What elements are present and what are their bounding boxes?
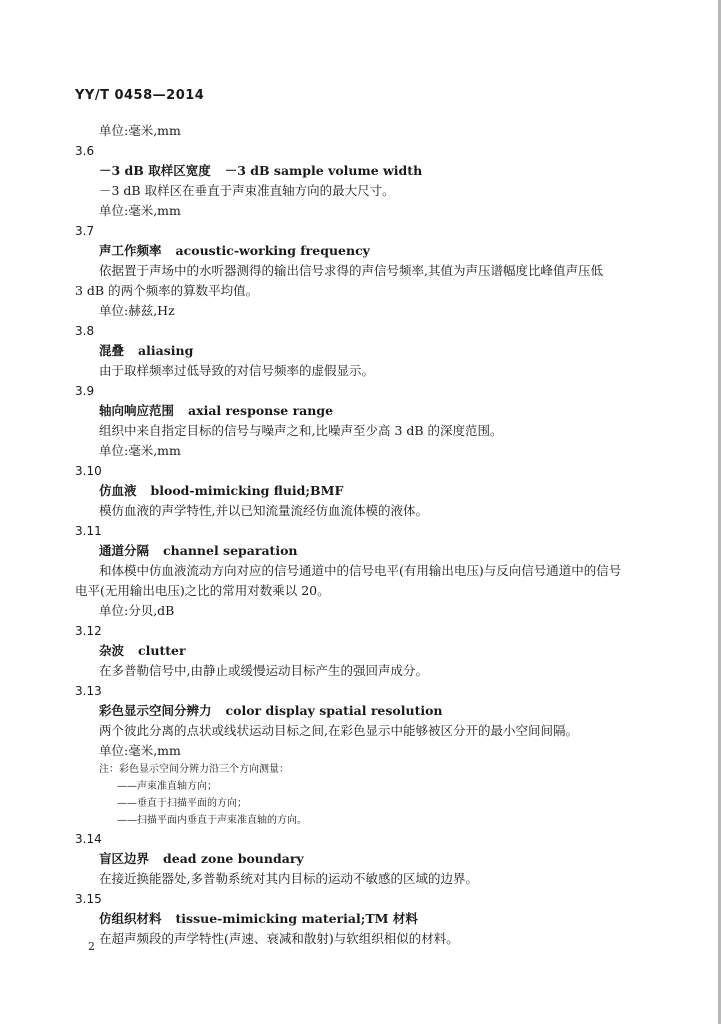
standard-code-header: YY/T 0458—2014 (75, 88, 205, 103)
term-heading (75, 849, 645, 869)
term-chinese: 彩色显示空间分辨力 (99, 703, 212, 718)
clause-number: 3.11 (75, 524, 102, 538)
term-heading (75, 241, 645, 261)
unit-text: 单位:毫米,mm (99, 203, 181, 218)
unit-text: 单位:分贝,dB (99, 603, 175, 618)
term-english: color display spatial resolution (225, 703, 443, 718)
term-english: －3 dB sample volume width (224, 163, 423, 178)
definition-continuation: 电平(无用输出电压)之比的常用对数乘以 20。 (75, 583, 330, 598)
term-chinese: 仿血液 (99, 483, 137, 498)
term-heading (75, 701, 645, 721)
clause-number: 3.13 (75, 684, 102, 698)
term-chinese: －3 dB 取样区宽度 (99, 163, 211, 178)
clause-number: 3.8 (75, 324, 95, 338)
term-english: aliasing (138, 343, 194, 358)
clause-number: 3.6 (75, 144, 95, 158)
note-list-item: ——扫描平面内垂直于声束准直轴的方向。 (117, 815, 307, 826)
clause-number: 3.14 (75, 832, 102, 846)
definition-text: 和体模中仿血液流动方向对应的信号通道中的信号电平(有用输出电压)与反向信号通道中的信号 (99, 563, 622, 578)
unit-text: 单位:毫米,mm (99, 123, 181, 138)
term-english: acoustic-working frequency (175, 243, 370, 258)
definition-text: 模仿血液的声学特性,并以已知流量流经仿血流体模的液体。 (99, 503, 428, 518)
term-heading (75, 341, 645, 361)
note-text: 注：彩色显示空间分辨力沿三个方向测量： (99, 764, 289, 775)
note-list-item: ——声束准直轴方向； (117, 781, 217, 792)
clause-number: 3.9 (75, 384, 95, 398)
term-chinese: 仿组织材料 (99, 911, 162, 926)
term-english: clutter (138, 643, 186, 658)
term-english: axial response range (188, 403, 334, 418)
term-chinese: 声工作频率 (99, 243, 162, 258)
term-english: channel separation (163, 543, 298, 558)
unit-text: 单位:毫米,mm (99, 743, 181, 758)
term-english: dead zone boundary (163, 851, 304, 866)
term-chinese: 混叠 (99, 343, 125, 358)
term-chinese: 通道分隔 (99, 543, 150, 558)
definition-text: 在多普勒信号中,由静止或缓慢运动目标产生的强回声成分。 (99, 663, 428, 678)
definition-text: 依据置于声场中的水听器测得的输出信号求得的声信号频率,其值为声压谱幅度比峰值声压低 (99, 263, 603, 278)
definition-text: 组织中来自指定目标的信号与噪声之和,比噪声至少高 3 dB 的深度范围。 (99, 423, 503, 438)
clause-number: 3.15 (75, 892, 102, 906)
term-heading (75, 161, 645, 181)
clause-number: 3.7 (75, 224, 95, 238)
term-chinese: 轴向响应范围 (99, 403, 175, 418)
term-heading (75, 401, 645, 421)
definition-text: 由于取样频率过低导致的对信号频率的虚假显示。 (99, 363, 375, 378)
term-heading (75, 541, 645, 561)
term-chinese: 盲区边界 (99, 851, 150, 866)
definition-text: 在超声频段的声学特性(声速、衰减和散射)与软组织相似的材料。 (99, 931, 459, 946)
term-chinese: 杂波 (99, 643, 125, 658)
page-number: 2 (88, 940, 95, 953)
document-body (75, 121, 645, 949)
definition-text: 在接近换能器处,多普勒系统对其内目标的运动不敏感的区域的边界。 (99, 871, 478, 886)
unit-text: 单位:赫兹,Hz (99, 303, 175, 318)
term-heading (75, 481, 645, 501)
unit-text: 单位:毫米,mm (99, 443, 181, 458)
definition-continuation: 3 dB 的两个频率的算数平均值。 (75, 283, 259, 298)
note-list-item: ——垂直于扫描平面的方向； (117, 798, 247, 809)
term-heading (75, 909, 645, 929)
term-english: blood-mimicking fluid;BMF (150, 483, 344, 498)
definition-text: 两个彼此分离的点状或线状运动目标之间,在彩色显示中能够被区分开的最小空间间隔。 (99, 723, 578, 738)
definition-text: －3 dB 取样区在垂直于声束准直轴方向的最大尺寸。 (99, 183, 395, 198)
clause-number: 3.12 (75, 624, 102, 638)
term-english: tissue-mimicking material;TM 材料 (175, 911, 418, 926)
clause-number: 3.10 (75, 464, 102, 478)
term-heading (75, 641, 645, 661)
